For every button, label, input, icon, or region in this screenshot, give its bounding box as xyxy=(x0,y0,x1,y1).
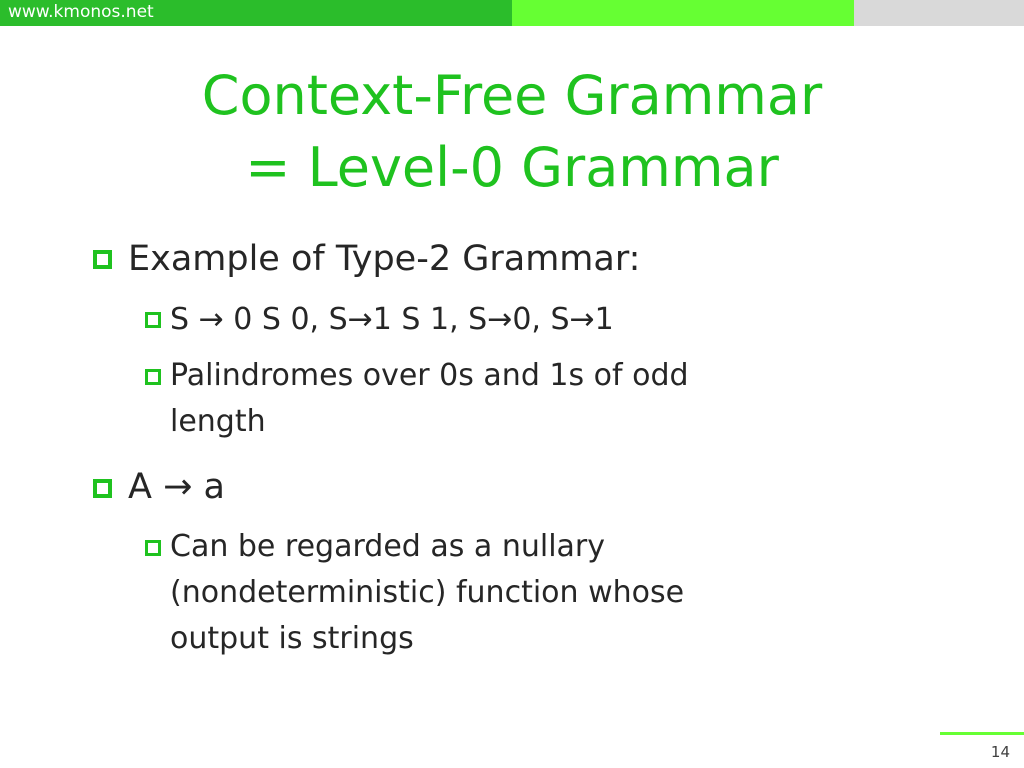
sub-bullet-text: S → 0 S 0, S→1 S 1, S→0, S→1 xyxy=(170,302,614,337)
square-bullet-icon xyxy=(93,479,112,498)
sub-bullet-text-line-1: Palindromes over 0s and 1s of odd xyxy=(170,358,689,393)
square-bullet-icon xyxy=(145,540,161,556)
footer-accent-line xyxy=(940,732,1024,735)
sub-bullet-text-line-2: (nondeterministic) function whose xyxy=(170,575,685,610)
sub-bullet-text-line-2: length xyxy=(170,404,266,439)
sub-bullet-text-line-1: Can be regarded as a nullary xyxy=(170,529,605,564)
square-bullet-icon xyxy=(145,369,161,385)
bullet-text: Example of Type-2 Grammar: xyxy=(128,239,641,279)
square-bullet-icon xyxy=(145,312,161,328)
slide-title-line-1: Context-Free Grammar xyxy=(201,64,823,127)
square-bullet-icon xyxy=(93,250,112,269)
sub-bullet-text-line-3: output is strings xyxy=(170,621,414,656)
slide-title-line-2: = Level-0 Grammar xyxy=(245,136,779,199)
page-number: 14 xyxy=(990,743,1010,761)
bullet-text: A → a xyxy=(128,467,225,507)
site-url[interactable]: www.kmonos.net xyxy=(8,2,154,22)
